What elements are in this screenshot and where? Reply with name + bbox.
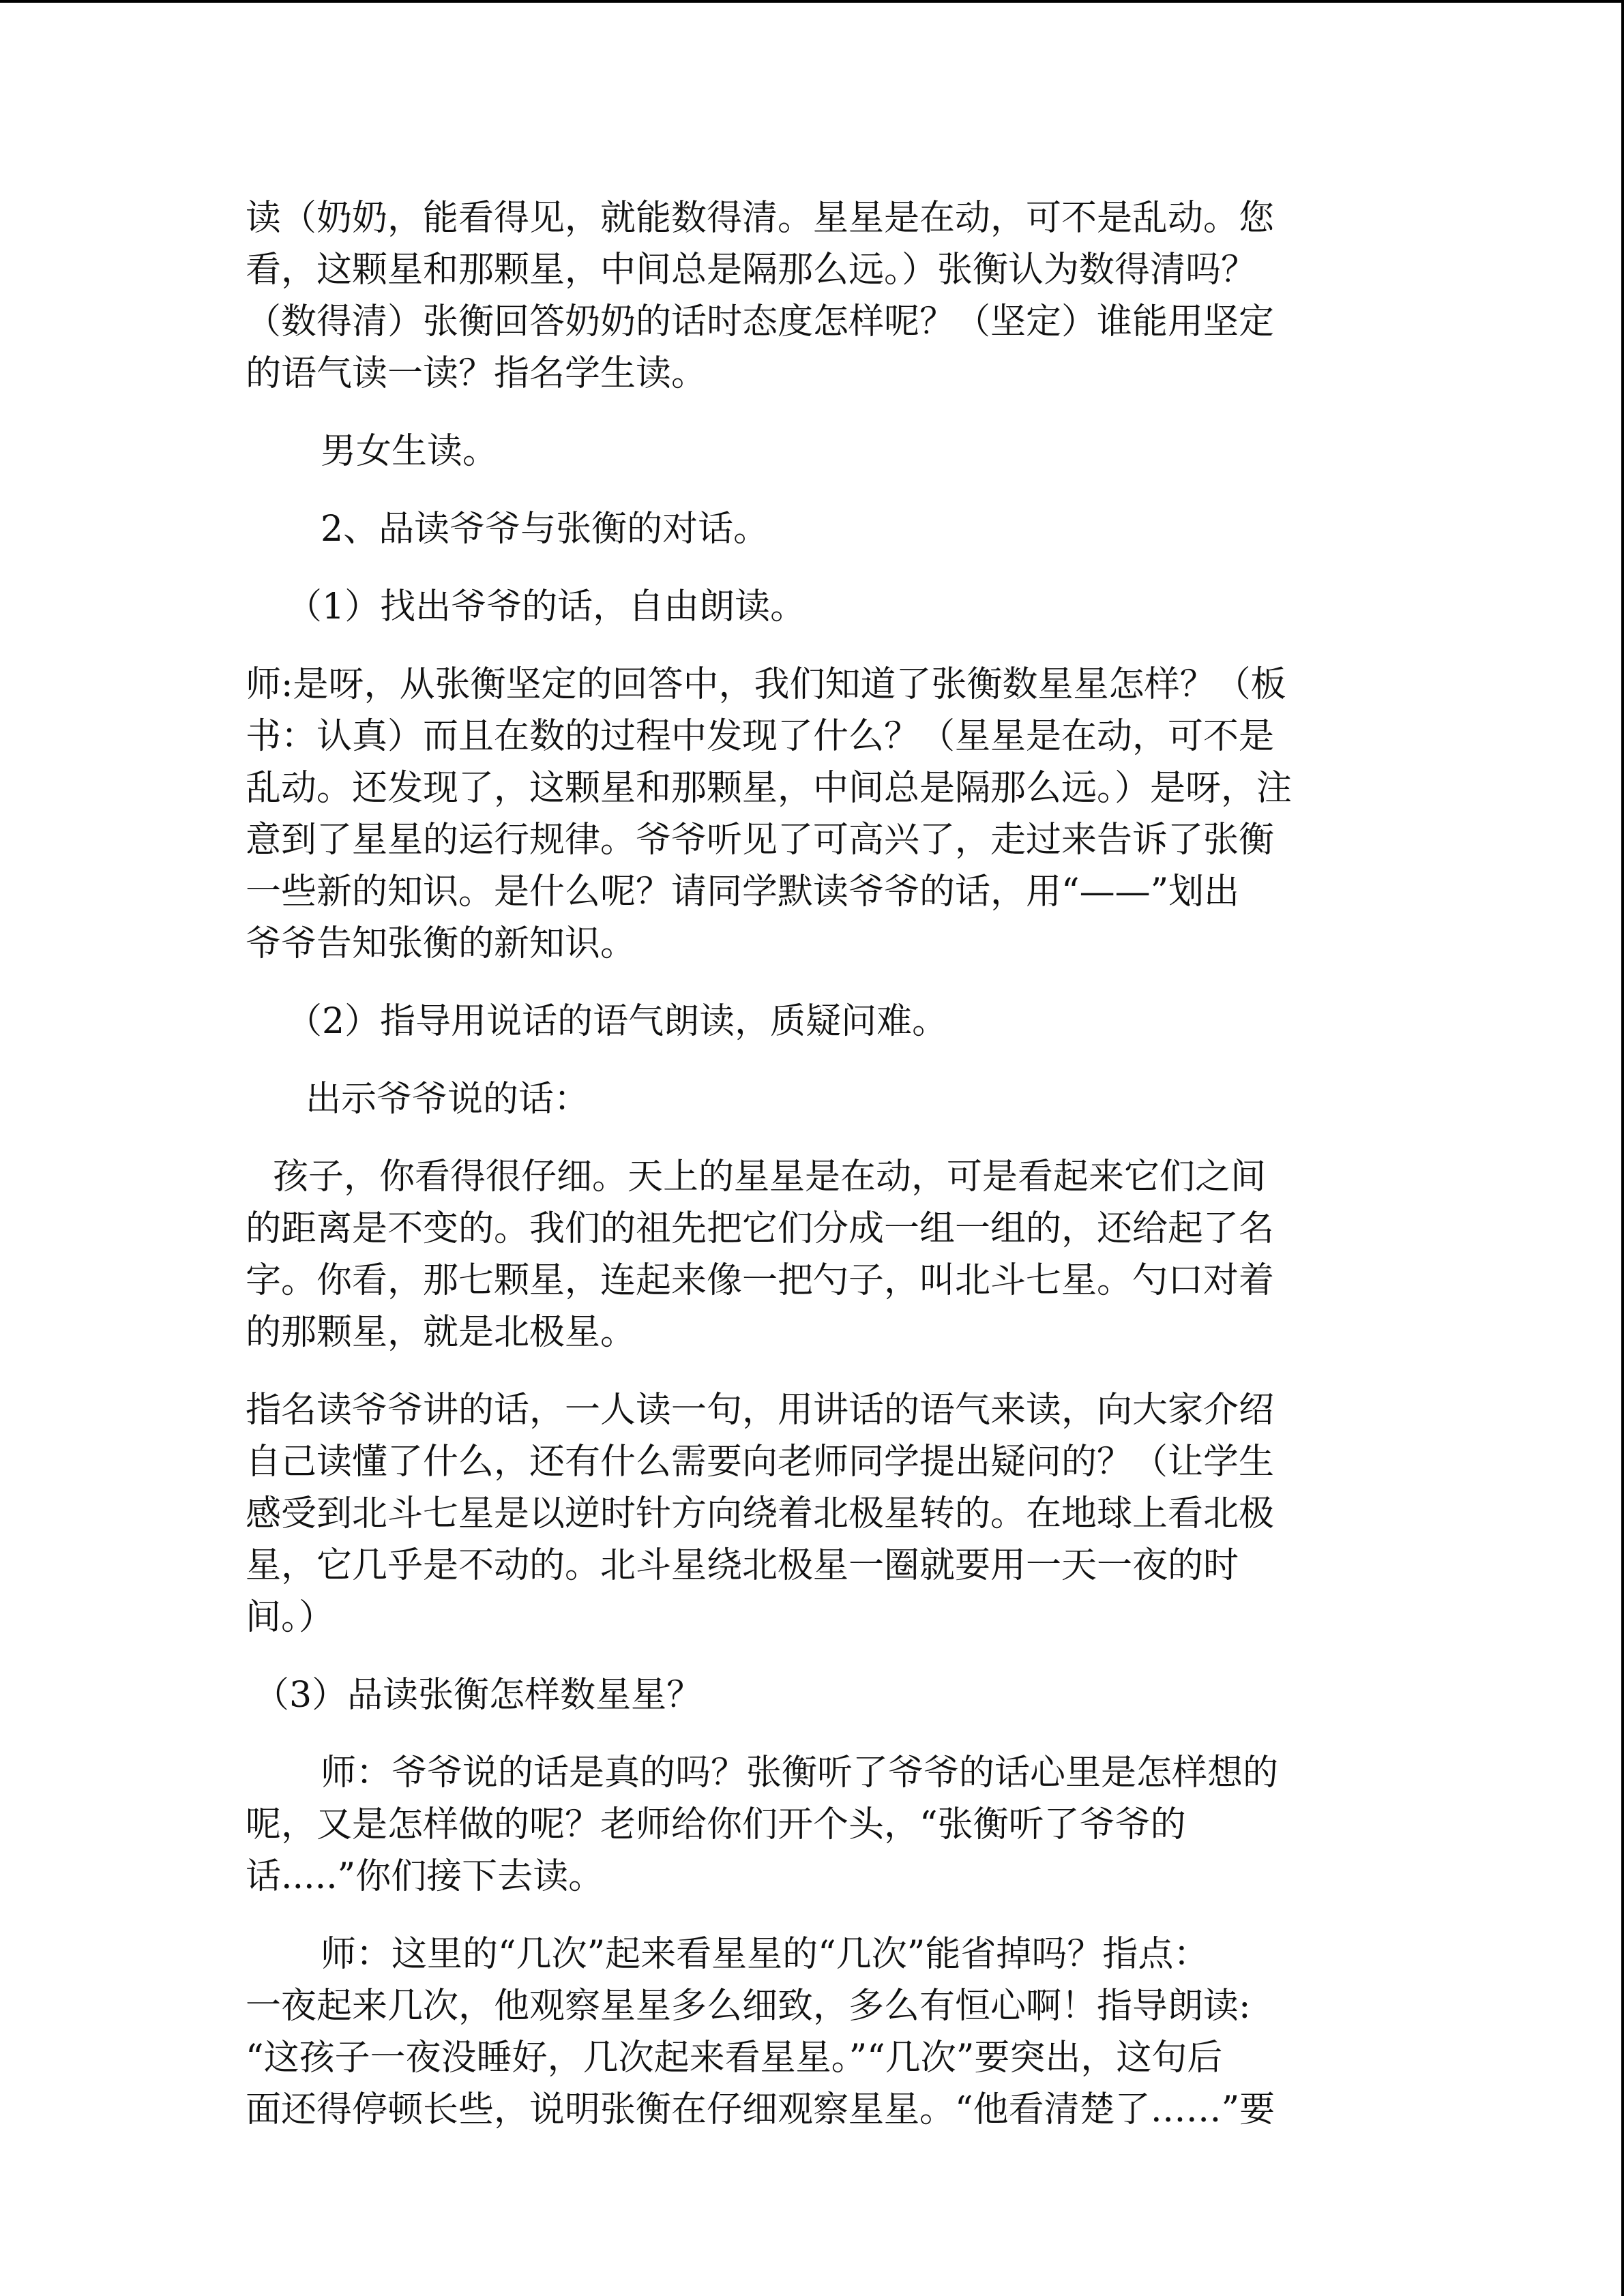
text-line: 爷爷告知张衡的新知识。 (246, 923, 636, 964)
text-line: （3）品读张衡怎样数星星？ (254, 1675, 703, 1716)
paragraph-teacher-3 (246, 1928, 1378, 2136)
text-line: 一些新的知识。是什么呢？请同学默读爷爷的话，用“——”划出 (246, 871, 1240, 912)
text-line: 星，它几乎是不动的。北斗星绕北极星一圈就要用一天一夜的时 (246, 1545, 1239, 1586)
text-line: 面还得停顿长些，说明张衡在仔细观察星星。“他看清楚了……”要 (246, 2089, 1275, 2130)
text-line: 的语气读一读？指名学生读。 (246, 353, 707, 394)
paragraph-name-reading (246, 1384, 1378, 1643)
text-line: 指名读爷爷讲的话，一人读一句，用讲话的语气来读，向大家介绍 (246, 1390, 1275, 1431)
text-line: （1）找出爷爷的话，自由朗读。 (286, 586, 806, 627)
text-line: 的距离是不变的。我们的祖先把它们分成一组一组的，还给起了名 (246, 1208, 1275, 1249)
text-line: 出示爷爷说的话： (306, 1079, 590, 1120)
text-line: 乱动。还发现了，这颗星和那颗星，中间总是隔那么远。）是呀，注 (246, 768, 1293, 809)
text-line: （2）指导用说话的语气朗读，质疑问难。 (286, 1001, 948, 1042)
page-border-right (1621, 0, 1624, 2296)
text-line: 意到了星星的运行规律。爷爷听见了可高兴了，走过来告诉了张衡 (246, 820, 1275, 861)
text-line: “这孩子一夜没睡好，几次起来看星星。”“几次”要突出，这句后 (246, 2038, 1223, 2078)
paragraph-reading-grandma (246, 192, 1378, 400)
paragraph-show-grandpa-words (246, 1073, 1378, 1125)
paragraph-boys-girls-read (246, 426, 1378, 477)
section-heading-2 (246, 503, 1378, 555)
text-line: 一夜起来几次，他观察星星多么细致，多么有恒心啊！指导朗读: (246, 1986, 1251, 2027)
page-border-top (0, 0, 1624, 3)
text-line: 看，这颗星和那颗星，中间总是隔那么远。）张衡认为数得清吗？ (246, 250, 1257, 290)
document-body (246, 192, 1378, 2162)
text-line: 间。） (246, 1597, 335, 1638)
text-line: 师：爷爷说的话是真的吗？张衡听了爷爷的话心里是怎样想的 (321, 1753, 1279, 1793)
text-line: 呢，又是怎样做的呢？老师给你们开个头，“张衡听了爷爷的 (246, 1804, 1186, 1845)
subheading-3 (246, 1669, 1378, 1721)
text-line: 孩子，你看得很仔细。天上的星星是在动，可是看起来它们之间 (273, 1157, 1267, 1197)
text-line: 感受到北斗七星是以逆时针方向绕着北极星转的。在地球上看北极 (246, 1493, 1275, 1534)
text-line: 的那颗星，就是北极星。 (246, 1312, 636, 1353)
text-line: 书：认真）而且在数的过程中发现了什么？（星星是在动，可不是 (246, 716, 1275, 757)
text-line: 自己读懂了什么，还有什么需要向老师同学提出疑问的？（让学生 (246, 1442, 1275, 1482)
paragraph-grandpa-quote (246, 1151, 1378, 1358)
text-line: 师:是呀，从张衡坚定的回答中，我们知道了张衡数星星怎样？（板 (246, 664, 1286, 705)
text-line: （数得清）张衡回答奶奶的话时态度怎样呢？（坚定）谁能用坚定 (246, 301, 1275, 342)
text-line: 话.....”你们接下去读。 (246, 1856, 604, 1897)
subheading-2 (246, 996, 1378, 1047)
paragraph-teacher-2 (246, 1747, 1378, 1903)
subheading-1 (246, 581, 1378, 633)
text-line: 2、品读爷爷与张衡的对话。 (321, 509, 769, 550)
text-line: 字。你看，那七颗星，连起来像一把勺子，叫北斗七星。勺口对着 (246, 1260, 1275, 1301)
text-line: 师：这里的“几次”起来看星星的“几次”能省掉吗？指点： (321, 1934, 1209, 1975)
text-line: 男女生读。 (321, 431, 499, 472)
text-line: 读（奶奶，能看得见，就能数得清。星星是在动，可不是乱动。您 (246, 198, 1275, 239)
paragraph-teacher-1 (246, 659, 1378, 970)
